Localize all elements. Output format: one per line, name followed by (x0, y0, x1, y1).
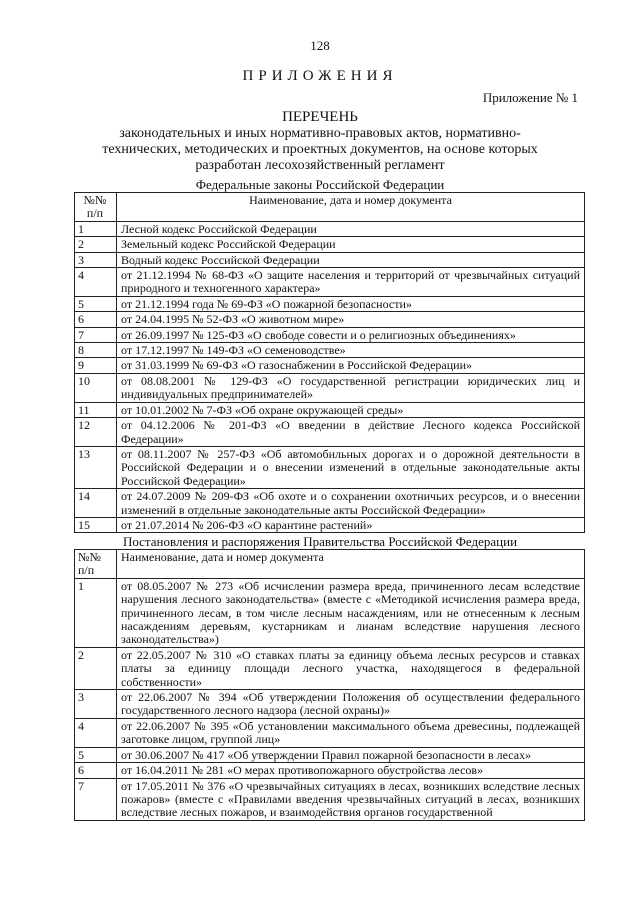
row-number: 4 (75, 718, 117, 747)
document-name: от 30.06.2007 № 417 «Об утверждении Правил пожарной безопасности в лесах» (117, 747, 585, 762)
row-number: 3 (75, 690, 117, 719)
table-row (75, 517, 585, 532)
table-row (75, 373, 585, 402)
table-row (75, 718, 585, 747)
document-name: от 08.05.2007 № 273 «Об исчислении размера вреда, причиненного лесам вследствие нарушения лесного законодательства» (вместе с «Методикой исчисления размера вреда, причиненного лесам, в том числе лесным насаждениям, или не отнесенным к лесным насаждениям деревьям, кустарникам и лианам вследствие нарушения лесного законодательства») (117, 578, 585, 647)
table-header-row (75, 193, 585, 222)
table-row (75, 221, 585, 236)
row-number: 15 (75, 517, 117, 532)
list-subtitle: законодательных и иных нормативно-правовых актов, нормативно-технических, методических и проектных документов, на основе которых разработан лесохозяйственный регламент (102, 126, 538, 173)
section2-heading: Постановления и распоряжения Правительства Российской Федерации (122, 534, 518, 549)
row-number: 12 (75, 418, 117, 447)
row-number: 1 (75, 578, 117, 647)
government-decrees-table (74, 549, 585, 821)
document-name: от 22.06.2007 № 395 «Об установлении максимального объема древесины, подлежащей заготовке лицом, группой лиц» (117, 718, 585, 747)
federal-laws-table (74, 192, 585, 533)
col-name-header: Наименование, дата и номер документа (117, 550, 585, 579)
row-number: 13 (75, 446, 117, 488)
row-number: 4 (75, 268, 117, 297)
row-number: 3 (75, 252, 117, 267)
document-name: от 21.12.1994 № 68-ФЗ «О защите населения и территорий от чрезвычайных ситуаций природного и техногенного характера» (117, 268, 585, 297)
table-row (75, 747, 585, 762)
table-row (75, 252, 585, 267)
document-name: от 31.03.1999 № 69-ФЗ «О газоснабжении в Российской Федерации» (117, 358, 585, 373)
table-row (75, 647, 585, 689)
section1-heading: Федеральные законы Российской Федерации (195, 177, 445, 192)
document-name: от 21.07.2014 № 206-ФЗ «О карантине растений» (117, 517, 585, 532)
row-number: 6 (75, 763, 117, 778)
document-name: от 16.04.2011 № 281 «О мерах противопожарного обустройства лесов» (117, 763, 585, 778)
table-row (75, 578, 585, 647)
table-row (75, 296, 585, 311)
table-row (75, 237, 585, 252)
table-row (75, 418, 585, 447)
row-number: 10 (75, 373, 117, 402)
appendices-heading: ПРИЛОЖЕНИЯ (242, 68, 398, 84)
document-name: от 08.11.2007 № 257-ФЗ «Об автомобильных дорогах и о дорожной деятельности в Российской Федерации и о внесении изменений в отдельные законодательные акты Российской Федерации» (117, 446, 585, 488)
document-name: Лесной кодекс Российской Федерации (117, 221, 585, 236)
table-row (75, 778, 585, 820)
appendix-label: Приложение № 1 (482, 90, 578, 105)
row-number: 6 (75, 312, 117, 327)
row-number: 1 (75, 221, 117, 236)
document-name: от 10.01.2002 № 7-ФЗ «Об охране окружающей среды» (117, 402, 585, 417)
document-name: Земельный кодекс Российской Федерации (117, 237, 585, 252)
table-header-row (75, 550, 585, 579)
document-name: от 04.12.2006 № 201-ФЗ «О введении в действие Лесного кодекса Российской Федерации» (117, 418, 585, 447)
table-row (75, 327, 585, 342)
table-row (75, 268, 585, 297)
row-number: 5 (75, 296, 117, 311)
page-number: 128 (310, 38, 330, 53)
document-name: от 08.08.2001 № 129-ФЗ «О государственной регистрации юридических лиц и индивидуальных предпринимателей» (117, 373, 585, 402)
row-number: 8 (75, 343, 117, 358)
document-name: от 26.09.1997 № 125-ФЗ «О свободе совести и о религиозных объединениях» (117, 327, 585, 342)
row-number: 5 (75, 747, 117, 762)
col-name-header: Наименование, дата и номер документа (117, 193, 585, 222)
table-row (75, 489, 585, 518)
document-name: от 22.05.2007 № 310 «О ставках платы за единицу объема лесных ресурсов и ставках платы за единицу площади лесного участка, находящегося в федеральной собственности» (117, 647, 585, 689)
table-row (75, 312, 585, 327)
document-name: от 24.04.1995 № 52-ФЗ «О животном мире» (117, 312, 585, 327)
document-name: Водный кодекс Российской Федерации (117, 252, 585, 267)
col-num-header: №№ п/п (75, 193, 117, 222)
table-row (75, 763, 585, 778)
row-number: 2 (75, 237, 117, 252)
document-name: от 22.06.2007 № 394 «Об утверждении Положения об осуществлении федерального государственного лесного надзора (лесной охраны)» (117, 690, 585, 719)
table-row (75, 690, 585, 719)
document-name: от 21.12.1994 года № 69-ФЗ «О пожарной безопасности» (117, 296, 585, 311)
row-number: 9 (75, 358, 117, 373)
list-title: ПЕРЕЧЕНЬ (282, 109, 358, 125)
table-row (75, 402, 585, 417)
document-name: от 17.05.2011 № 376 «О чрезвычайных ситуациях в лесах, возникших вследствие лесных пожаров» (вместе с «Правилами введения чрезвычайных ситуаций в лесах, возникших вследствие лесных пожаров, и взаимодействия органов государственной (117, 778, 585, 820)
table-row (75, 343, 585, 358)
document-name: от 24.07.2009 № 209-ФЗ «Об охоте и о сохранении охотничьих ресурсов, и о внесении изменений в отдельные законодательные акты Российской Федерации» (117, 489, 585, 518)
row-number: 2 (75, 647, 117, 689)
row-number: 7 (75, 778, 117, 820)
table-row (75, 446, 585, 488)
table-row (75, 358, 585, 373)
row-number: 11 (75, 402, 117, 417)
row-number: 14 (75, 489, 117, 518)
document-name: от 17.12.1997 № 149-ФЗ «О семеноводстве» (117, 343, 585, 358)
col-num-header: №№ п/п (75, 550, 117, 579)
row-number: 7 (75, 327, 117, 342)
